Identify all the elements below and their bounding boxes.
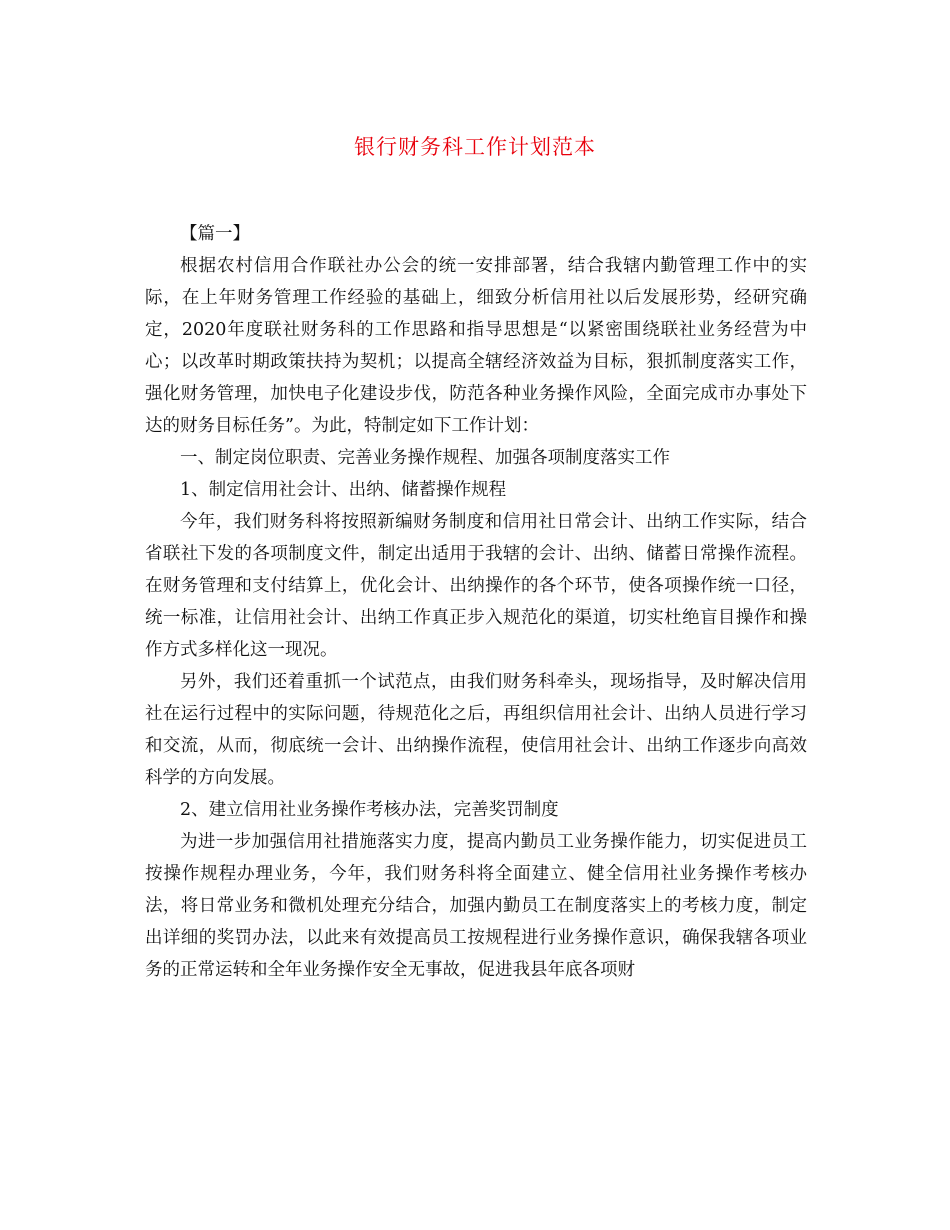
paragraph: 今年，我们财务科将按照新编财务制度和信用社日常会计、出纳工作实际，结合省联社下发的各项制度文件，制定出适用于我辖的会计、出纳、储蓄日常操作流程。在财务管理和支付结算上，优化会计、出纳操作的各个环节，使各项操作统一口径，统一标准，让信用社会计、出纳工作真正步入规范化的渠道，切实杜绝盲目操作和操作方式多样化这一现况。	[145, 512, 807, 660]
subsection-heading: 1、制定信用社会计、出纳、储蓄操作规程	[180, 480, 507, 500]
paragraph: 为进一步加强信用社措施落实力度，提高内勤员工业务操作能力，切实促进员工按操作规程办理业务，今年，我们财务科将全面建立、健全信用社业务操作考核办法，将日常业务和微机处理充分结合，加强内勤员工在制度落实上的考核力度，制定出详细的奖罚办法，以此来有效提高员工按规程进行业务操作意识，确保我辖各项业务的正常运转和全年业务操作安全无事故，促进我县年底各项财	[145, 832, 807, 980]
paragraph: 根据农村信用合作联社办公会的统一安排部署，结合我辖内勤管理工作中的实际，在上年财务管理工作经验的基础上，细致分析信用社以后发展形势，经研究确定，2020年度联社财务科的工作思路和指导思想是“以紧密围绕联社业务经营为中心；以改革时期政策扶持为契机；以提高全辖经济效益为目标，狠抓制度落实工作，强化财务管理，加快电子化建设步伐，防范各种业务操作风险，全面完成市办事处下达的财务目标任务”。为此，特制定如下工作计划：	[145, 256, 807, 436]
section-heading: 【篇一】	[180, 224, 250, 244]
subsection-heading: 2、建立信用社业务操作考核办法，完善奖罚制度	[180, 800, 559, 820]
document-body	[145, 218, 807, 986]
section-heading: 一、制定岗位职责、完善业务操作规程、加强各项制度落实工作	[180, 448, 670, 468]
paragraph: 另外，我们还着重抓一个试范点，由我们财务科牵头，现场指导，及时解决信用社在运行过程中的实际问题，待规范化之后，再组织信用社会计、出纳人员进行学习和交流，从而，彻底统一会计、出纳操作流程，使信用社会计、出纳工作逐步向高效科学的方向发展。	[145, 672, 807, 788]
document-title: 银行财务科工作计划范本	[354, 135, 596, 159]
